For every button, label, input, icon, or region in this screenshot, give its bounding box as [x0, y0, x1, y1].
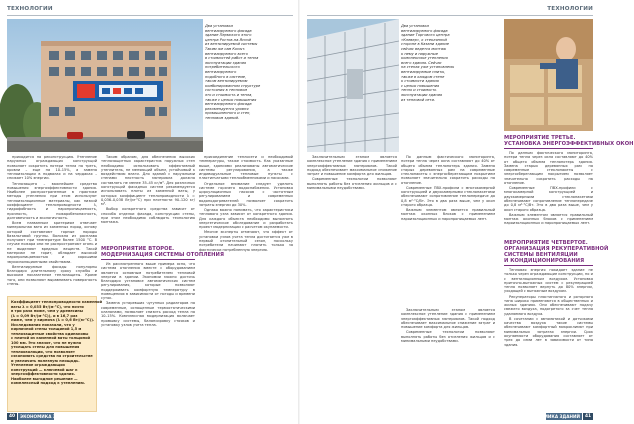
caption-line: к нему и наружные: [401, 51, 438, 56]
info-box-line: в три раза ниже, чем у древесины: [11, 309, 84, 313]
caption-line: «Клевер», к стеклянной: [401, 37, 447, 42]
caption-line: подобного в системе,: [205, 74, 247, 79]
heading-measure-four: [504, 240, 608, 264]
body-paragraph: Многие эксперты отмечают, что эффект от установки узлов учета тепла достигается уже в первый отопительный сезон, поскольку потребители начинают платить только за фактически потребленную энергию.: [199, 230, 293, 252]
body-paragraph: По данным фактического мониторинга, потери тепла через окна составляют до 40% от общего объема теплопотерь здания. Замена старых деревянных рам на современные стеклопакеты с энергосберегающим покрытием позволяет значительно сократить расходы на отопление.: [401, 155, 495, 185]
left-rubric: ТЕХНОЛОГИИ: [7, 6, 53, 12]
caption-line: комбинированном структуре: [205, 83, 261, 88]
body-paragraph: Однако важно понимать, что характеристики теплового узла зависят от конкретного здания. Для каждого объекта необходимо выполнить энергетическое обследование и разработать проект модернизации с расчетом окупаемости.: [199, 208, 293, 230]
caption-line: на стенах уже установлены: [401, 65, 455, 70]
body-paragraph: Вентилируемые фасады популярны благодаря длительному сроку службы и высоким показателям теплозащиты. Кроме того, они позволяют выравнивать поверхность стены.: [7, 264, 97, 286]
body-paragraph: Таким образом, для обеспечения высоких теплозащитных характеристик наружных стен необходимо использовать эффективный утеплитель, не меняющий объем, устойчивый к воздействию влаги. Для зданий с наружными стенами плотность материала должна составлять не менее 35–45 кг/м³. Для различных конструкций фасадных систем рекомендуется использовать плиты из каменной ваты, у которых коэффициент теплопроводности λ = 0,036–0,038 Вт/(м·°С) при плотности 90–120 кг/м³.: [101, 155, 195, 207]
right-rubric: ТЕХНОЛОГИИ: [547, 6, 593, 12]
body-paragraph: Современные технологии позволяют выполнять работы без отселения жильцов и с минимальными неудобствами.: [307, 177, 397, 190]
info-box-line: кирпичной стены толщиной 1,5 м: [11, 327, 82, 331]
info-box-line: Исследования показали, что у: [11, 322, 75, 327]
caption-line: вентилируемого фасада: [205, 102, 252, 107]
caption-line: Два установки: [205, 24, 233, 28]
caption-line: эксплуатации здания: [205, 60, 247, 65]
caption-line: промышленного и стен,: [205, 111, 251, 116]
info-box-line: Коэффициент теплопроводности каменной: [11, 300, 103, 304]
left-photo-caption: [205, 24, 260, 120]
info-box-line: ниже, чем у кирпича (λ = 0,6 Вт/(м·°С)).: [11, 318, 95, 322]
caption-line: стороне в Казани здание: [401, 42, 449, 47]
caption-line: тепло и стоимость: [401, 88, 437, 93]
left-column-3: [199, 155, 293, 410]
body-paragraph: Из рассмотренного выше примера ясно, что система отопления вместе с оборудованием является основным потребителем тепловой энергии в здании. Экономии можно достичь благодаря установке автоматических систем регулирования, которые позволяют поддерживать комфортную температуру в помещениях в зависимости от погоды и времени суток.: [101, 262, 195, 301]
caption-line: центра Ростов-на-Ясной: [205, 37, 251, 42]
info-box-line: и увеличить полезную площадь.: [11, 358, 80, 363]
info-box-line: теплозащитные свойства одинаковы: [11, 331, 89, 336]
caption-line: рекомендуется уровня: [205, 106, 249, 111]
body-paragraph: Заключительным этапом является комплексное утепление здания с применением энергоэффективных материалов. Такой подход обеспечивает максимальное снижение затрат и повышение комфорта для жильцов.: [401, 308, 495, 330]
body-paragraph: Современные ПВХ-профили с многокамерной конструкцией и двухкамерными стеклопакетами обеспечивают сопротивление теплопередаче до 0,8 м²·°С/Вт. Это в два раза выше, чем у окон старого образца.: [504, 186, 593, 212]
right-photo-caption-1: [401, 24, 454, 102]
heading-line: МЕРОПРИЯТИЕ ТРЕТЬЕ.: [504, 135, 576, 141]
heading-line: И КОНДИЦИОНИРОВАНИЯ: [504, 258, 585, 264]
insulation-photo-image: [504, 19, 593, 131]
building-photo-image: [7, 19, 203, 152]
heading-line: УСТАНОВКА ЭНЕРГОЭФФЕКТИВНЫХ ОКОН: [504, 141, 634, 147]
caption-line: также с целью повышения: [205, 97, 257, 102]
caption-line: вентилируемого всего: [205, 51, 248, 56]
right-page: [300, 0, 634, 424]
body-paragraph: приходится на реконструкцию. Утепление наружных ограждающих конструкций позволяет сократить потери тепла на треть, кровли – еще на 10–15%, а замена теплоизоляции в подвалах и на чердаках – снижает 10% энергии.: [7, 155, 97, 181]
caption-line: с целью повышения: [401, 83, 440, 88]
caption-line: всего здания. Сейчас: [401, 60, 442, 65]
body-paragraph: Всем названным критериям отвечает минеральная вата из каменных пород, основу которой составляют горные породы базальтовой группы. Волокна из расплава получают при температуре более 1500 °С. В случае пожара они не распространяют огонь и не выделяют вредных веществ. Такой материал не горит, обладает высокой паропроницаемостью и хорошими звукоизоляционными свойствами.: [7, 221, 97, 264]
body-paragraph: Тепловая энергия покидает здание не только через ограждающие конструкции, но и с вентиляционным воздухом. Установка приточно-вытяжных систем с рекуперацией тепла позволяет вернуть до 80% энергии, уходящей с вытяжным воздухом.: [504, 268, 593, 294]
heading-line: ОРГАНИЗАЦИЯ РЕКУПЕРАТИВНОЙ: [504, 246, 609, 252]
caption-line: Два установки: [401, 24, 429, 28]
body-paragraph: Современные технологии позволяют выполнять работы без отселения жильцов и с минимальными неудобствами.: [401, 330, 495, 343]
caption-line: тепловом зданий.: [205, 115, 240, 120]
heading-line: МЕРОПРИЯТИЕ ВТОРОЕ.: [101, 246, 175, 252]
body-paragraph: По данным фактического мониторинга, потери тепла через окна составляют до 40% от общего объема теплопотерь здания. Замена старых деревянных рам на современные стеклопакеты с энергосберегающим покрытием позволяет значительно сократить расходы на отопление.: [504, 151, 593, 185]
caption-line: вентилируемого: [205, 69, 237, 74]
body-paragraph: присоединение теплосети и необходимой температуры, также стоимость. Как указанные выше, зданиями реализованы автоматические системы регулирования, а также индивидуальные тепловые пункты с пластинчатыми теплообменниками и насосами.: [199, 155, 293, 181]
facade-photo: [307, 19, 399, 152]
caption-line: к стоимости здания: [401, 79, 439, 84]
left-page-number: 40: [8, 414, 16, 419]
info-box-line: (λ = 0,09 Вт/(м·°С)), и в 16,7 раз: [11, 313, 78, 318]
caption-line: комплексные утепления: [401, 56, 448, 61]
body-paragraph: Замена устаревших чугунных радиаторов на современные, оснащенные термостатическими клапанами, позволяет снизить расход тепла на 10–15%. Комплексная модернизация включает промывку системы, балансировку стояков и установку узлов учета тепла.: [101, 301, 195, 327]
body-paragraph: Теплозащита – важнейшее средство повышения энергоэффективности здания. Наиболее распространенные в практике методы утепления при этом используют теплоизоляционные материалы, как низкий коэффициент теплопроводности λ, гидрофобность и паропроницаемость, прочность, пожаробезопасность, долговечность и экологичность.: [7, 181, 97, 220]
caption-line: эксплуатации здания: [401, 92, 443, 97]
body-paragraph: Отдельное внимание следует уделить системе горячего водоснабжения. Установка циркуляционных насосов с частотным регулированием и современных водоподогревателей позволяет сократить затраты энергии до 30%.: [199, 181, 293, 207]
body-paragraph: Важным элементом является правильный монтаж оконных блоков с применением пароизоляционных и паропроницаемых лент.: [504, 212, 593, 226]
heading-line: МОДЕРНИЗАЦИЯ СИСТЕМЫ ОТОПЛЕНИЯ: [101, 252, 224, 258]
caption-line: сейчас ведется монтаж: [401, 46, 447, 51]
body-paragraph: Выбор конкретного средства зависит от способа отделки фасада, конструкции стены, при этом необходимо соблюдать технологию монтажа.: [101, 207, 195, 225]
right-footer-label: ЭКОНОМИКА ЗДАНИЙ: [526, 414, 580, 419]
info-box-line: энергоэффективности здания.: [11, 372, 76, 376]
caption-line: Таким же сам Копыт.: [205, 46, 246, 51]
body-paragraph: Рекуператоры пластинчатого и роторного типа широко применяются в общественных и жилых зданиях. Они обеспечивают подачу свежего воздуха, подогретого за счет тепла удаляемого воздуха.: [504, 294, 593, 316]
caption-line: вентилируемые плиты,: [401, 69, 446, 74]
info-box: [7, 296, 103, 412]
left-page: [0, 0, 300, 424]
heading-measure-three-rule: [504, 148, 593, 149]
right-column-0: [307, 155, 397, 410]
insulation-photo: [504, 19, 593, 131]
caption-line: здание Торгового центра: [401, 33, 450, 38]
caption-line: в стоимостей работ и тепла: [205, 56, 259, 61]
left-column-2: [101, 155, 195, 243]
heading-line: СИСТЕМЫ ВЕНТИЛЯЦИИ: [504, 252, 578, 258]
info-box-line: утолщать стены для повышения: [11, 345, 80, 349]
caption-line: из тепловой сети.: [401, 97, 436, 102]
info-box-line: сэкономить средства на строительстве: [11, 354, 93, 358]
body-paragraph: Заключительным этапом является комплексное утепление здания с применением энергоэффективных материалов. Такой подход обеспечивает максимальное снижение затрат и повышение комфорта для жильцов.: [307, 155, 397, 177]
caption-line: потребительского: [205, 65, 240, 70]
left-column-2-bottom: [101, 262, 195, 410]
caption-line: также в каждом стене: [401, 74, 445, 79]
info-box-line: 100 мм. Это значит, что не нужно: [11, 340, 82, 345]
right-column-2-top: [504, 151, 593, 237]
info-box-line: Утепление ограждающих: [11, 363, 66, 367]
caption-line: вентилируемого фасада: [401, 28, 448, 33]
info-box-line: с плитой из каменной ваты толщиной: [11, 336, 91, 340]
right-column-1: [401, 155, 495, 305]
caption-line: это и стоимость и тепла,: [205, 92, 253, 97]
caption-line: здание Пермского этого: [205, 33, 252, 38]
heading-measure-four-rule: [504, 265, 593, 266]
heading-measure-two-rule: [101, 259, 195, 260]
info-box-line: теплоизоляции, что позволяет: [11, 349, 75, 354]
info-box-text: [11, 300, 103, 386]
info-box-line: ваты λ = 0,035 Вт/(м·°С), что почти: [11, 304, 84, 309]
info-box-line: Наиболее выгодное решение —: [11, 376, 78, 381]
right-column-1-bottom: [401, 308, 495, 410]
body-paragraph: В сочетании с автоматикой и датчиками качества воздуха такие системы обеспечивают комфортный микроклимат при минимальных затратах энергии. Срок окупаемости оборудования составляет от трех до семи лет в зависимости от типа здания.: [504, 316, 593, 347]
left-footer-label: ЭКОНОМИКА ЗДАНИЙ: [20, 414, 74, 419]
caption-line: вентилируемого фасада: [205, 28, 252, 33]
right-page-number: 41: [584, 414, 592, 419]
left-column-1: [7, 155, 97, 293]
body-paragraph: Современные ПВХ-профили с многокамерной конструкцией и двухкамерными стеклопакетами обеспечивают сопротивление теплопередаче до 0,8 м²·°С/Вт. Это в два раза выше, чем у окон старого образца.: [401, 185, 495, 207]
caption-line: из вентилируемой системы: [205, 42, 258, 47]
heading-measure-three: [504, 135, 634, 147]
info-box-line: конструкций — ключевой шаг к: [11, 367, 78, 372]
right-column-2-bottom: [504, 268, 593, 410]
building-photo: [7, 19, 203, 152]
left-rubric-rule: [7, 15, 293, 16]
heading-line: МЕРОПРИЯТИЕ ЧЕТВЕРТОЕ.: [504, 240, 588, 246]
caption-line: состояния в тепловом: [205, 88, 248, 93]
right-rubric-rule: [307, 15, 593, 16]
body-paragraph: Важным элементом является правильный монтаж оконных блоков с применением пароизоляционных и паропроницаемых лент.: [401, 208, 495, 221]
info-box-line: комплексный подход к утеплению.: [11, 381, 86, 385]
caption-line: таком вентилируемом: [205, 79, 248, 84]
facade-photo-image: [307, 19, 399, 152]
